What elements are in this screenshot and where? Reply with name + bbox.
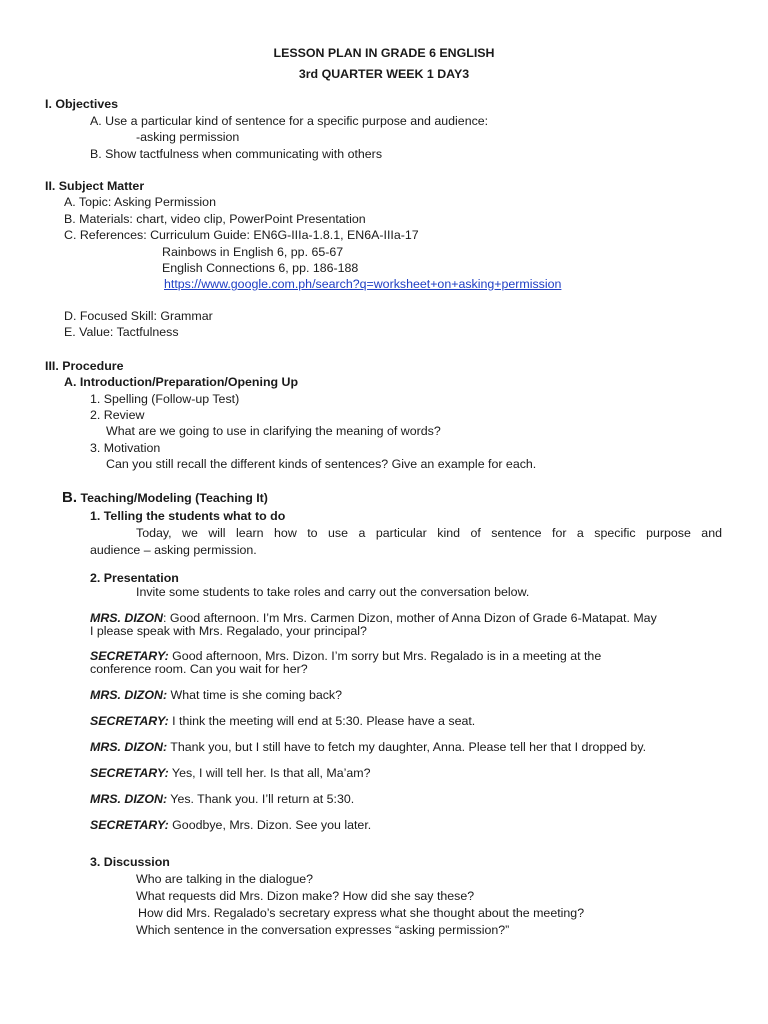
procedure-b-letter: B. [62, 489, 77, 506]
procedure-heading: III. Procedure [45, 359, 124, 373]
page-subtitle: 3rd QUARTER WEEK 1 DAY3 [298, 67, 470, 81]
dialogue-line [90, 688, 342, 703]
dialogue-speaker: MRS. DIZON [90, 611, 163, 625]
subject-focused-skill: D. Focused Skill: Grammar [64, 309, 213, 323]
presentation-text: Invite some students to take roles and carry out the conversation below. [136, 585, 530, 599]
discussion-question: What requests did Mrs. Dizon make? How did she say these? [136, 889, 475, 903]
dialogue-line [90, 714, 475, 729]
discussion-heading: 3. Discussion [90, 855, 170, 869]
dialogue-text: I think the meeting will end at 5:30. Please have a seat. [168, 714, 476, 728]
review-question: What are we going to use in clarifying the meaning of words? [106, 424, 441, 438]
dialogue-line [90, 792, 354, 807]
page-title: LESSON PLAN IN GRADE 6 ENGLISH [273, 46, 495, 60]
dialogue-text-continued: I please speak with Mrs. Regalado, your principal? [90, 624, 367, 638]
presentation-heading: 2. Presentation [90, 571, 179, 585]
objective-a: A. Use a particular kind of sentence for a specific purpose and audience: [90, 114, 489, 128]
subject-value: E. Value: Tactfulness [64, 325, 179, 339]
objectives-heading: I. Objectives [45, 97, 119, 111]
dialogue-speaker: MRS. DIZON: [90, 792, 168, 806]
discussion-question: Who are talking in the dialogue? [136, 872, 314, 886]
telling-text-line1: Today, we will learn how to use a particular kind of sentence for a specific purpose and [136, 526, 722, 540]
procedure-b-heading [62, 490, 268, 506]
reference-connections: English Connections 6, pp. 186-188 [162, 261, 359, 275]
dialogue-speaker: SECRETARY: [90, 818, 169, 832]
dialogue-text: Goodbye, Mrs. Dizon. See you later. [168, 818, 372, 832]
telling-text-line2: audience – asking permission. [90, 543, 257, 557]
dialogue-text-continued: conference room. Can you wait for her? [90, 662, 308, 676]
objective-a-sub: -asking permission [136, 130, 240, 144]
dialogue-line [90, 740, 646, 755]
discussion-question: Which sentence in the conversation expresses “asking permission?” [136, 923, 510, 937]
dialogue-speaker: SECRETARY: [90, 766, 169, 780]
dialogue-text: Yes, I will tell her. Is that all, Ma’am? [168, 766, 371, 780]
dialogue-text: Good afternoon, Mrs. Dizon. I’m sorry but Mrs. Regalado is in a meeting at the [168, 649, 602, 663]
reference-link[interactable]: https://www.google.com.ph/search?q=worksheet+on+asking+permission [164, 277, 562, 291]
dialogue-speaker: MRS. DIZON: [90, 688, 168, 702]
dialogue-text: Good afternoon. I’m Mrs. Carmen Dizon, mother of Anna Dizon of Grade 6-Matapat. May [166, 611, 657, 625]
dialogue-separator: : [162, 611, 167, 625]
dialogue-speaker: SECRETARY: [90, 714, 169, 728]
reference-rainbows: Rainbows in English 6, pp. 65-67 [162, 245, 344, 259]
dialogue-speaker: SECRETARY: [90, 649, 169, 663]
dialogue-text: What time is she coming back? [167, 688, 343, 702]
dialogue-speaker: MRS. DIZON: [90, 740, 168, 754]
dialogue-text: Thank you, but I still have to fetch my daughter, Anna. Please tell her that I dropped by. [167, 740, 647, 754]
objective-b: B. Show tactfulness when communicating with others [90, 147, 383, 161]
procedure-a-heading: A. Introduction/Preparation/Opening Up [64, 375, 299, 389]
motivation-question: Can you still recall the different kinds of sentences? Give an example for each. [106, 457, 537, 471]
procedure-item-review: 2. Review [90, 408, 145, 422]
telling-heading: 1. Telling the students what to do [90, 509, 286, 523]
procedure-b-title: Teaching/Modeling (Teaching It) [80, 491, 268, 505]
subject-references: C. References: Curriculum Guide: EN6G-IIIa-1.8.1, EN6A-IIIa-17 [64, 228, 419, 242]
subject-matter-heading: II. Subject Matter [45, 179, 145, 193]
dialogue-line [90, 818, 371, 833]
subject-topic: A. Topic: Asking Permission [64, 195, 216, 209]
discussion-question: How did Mrs. Regalado’s secretary express what she thought about the meeting? [138, 906, 585, 920]
dialogue-line [90, 766, 371, 781]
dialogue-text: Yes. Thank you. I’ll return at 5:30. [167, 792, 355, 806]
procedure-item-spelling: 1. Spelling (Follow-up Test) [90, 392, 240, 406]
subject-materials: B. Materials: chart, video clip, PowerPoint Presentation [64, 212, 366, 226]
procedure-item-motivation: 3. Motivation [90, 441, 161, 455]
